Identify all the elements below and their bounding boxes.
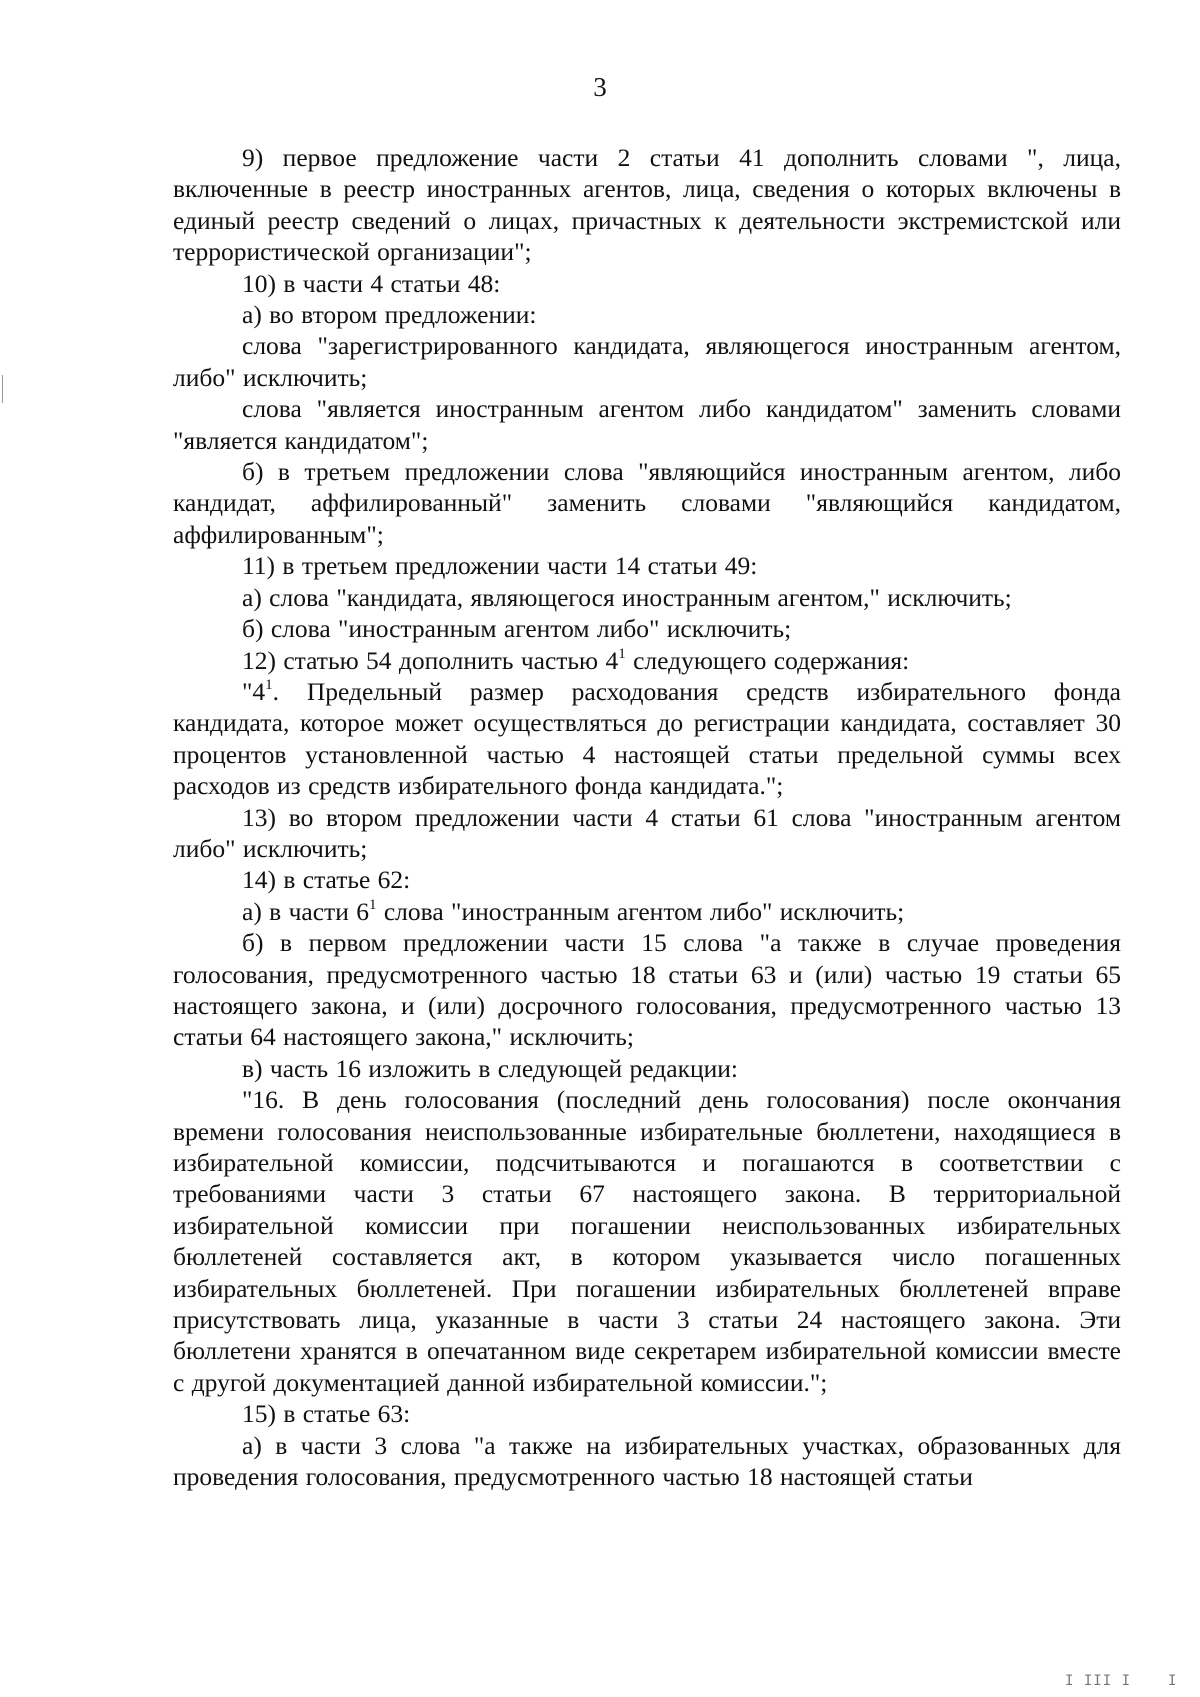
paragraph-item-11-b: б) слова "иностранным агентом либо" исключить;: [242, 614, 792, 644]
paragraph-item-11-a: а) слова "кандидата, являющегося иностранным агентом," исключить;: [242, 582, 1012, 612]
footer-scan-mark: I III I: [1065, 1673, 1132, 1689]
paragraph-part-4-1: [173, 676, 1121, 802]
footer-scan-mark-edge: I: [1168, 1673, 1178, 1689]
paragraph-part-4-1-text-start: "4: [242, 676, 266, 706]
paragraph-item-14-v: в) часть 16 изложить в следующей редакции:: [242, 1053, 738, 1083]
paragraph-words-1: слова "зарегистрированного кандидата, являющегося иностранным агентом, либо" исключить;: [173, 331, 1121, 392]
paragraph-item-15-a: а) в части 3 слова "а также на избирательных участках, образованных для проведения голосования, предусмотренного частью 18 настоящей статьи: [173, 1430, 1121, 1492]
paragraph-part-16: "16. В день голосования (последний день голосования) после окончания времени голосования неиспользованные избирательные бюллетени, находящиеся в избирательной комиссии, подсчитываются и погашаются в соответствии с требованиями части 3 статьи 67 настоящего закона. В территориальной избирательной комиссии при погашении неиспользованных избирательных бюллетеней составляется акт, в котором указывается число погашенных избирательных бюллетеней. При погашении избирательных бюллетеней вправе присутствовать лица, указанные в части 3 статьи 24 настоящего закона. Эти бюллетени хранятся в опечатанном виде секретарем избирательной комиссии вместе с другой документацией данной избирательной комиссии.";: [173, 1085, 1121, 1397]
paragraph-item-15: 15) в статье 63:: [242, 1399, 411, 1429]
paragraph-item-10: 10) в части 4 статьи 48:: [242, 268, 501, 298]
paragraph-item-9: 9) первое предложение части 2 статьи 41 дополнить словами ", лица, включенные в реестр иностранных агентов, лица, сведения о которых включены в единый реестр сведений о лицах, причастных к деятельности экстремистской или террористической организации";: [173, 143, 1121, 267]
superscript-index: 1: [265, 676, 273, 693]
superscript-index: 1: [368, 896, 377, 913]
paragraph-item-13: 13) во втором предложении части 4 статьи 61 слова "иностранным агентом либо" исключить;: [173, 802, 1121, 863]
paragraph-item-14-a-text-end: слова "иностранным агентом либо" исключить;: [376, 896, 905, 926]
paragraph-part-4-1-text-end: . Предельный размер расходования средств избирательного фонда кандидата, которое может осуществляться до регистрации кандидата, составляет 30 процентов установленной частью 4 настоящей статьи предельной суммы всех расходов из средств избирательного фонда кандидата.";: [173, 676, 1121, 801]
superscript-index: 1: [618, 645, 626, 662]
document-body: [173, 142, 1121, 1492]
paragraph-item-14: 14) в статье 62:: [242, 865, 411, 895]
paragraph-item-12: [173, 645, 1121, 676]
paragraph-item-12-text-start: 12) статью 54 дополнить частью 4: [242, 645, 619, 675]
paragraph-item-14-b: б) в первом предложении части 15 слова "а также в случае проведения голосования, предусмотренного частью 18 статьи 63 и (или) частью 19 статьи 65 настоящего закона, и (или) досрочного голосования, предусмотренного частью 13 статьи 64 настоящего закона," исключить;: [173, 928, 1121, 1052]
paragraph-item-12-text-end: следующего содержания:: [625, 645, 910, 675]
scan-edge-mark: [2, 375, 3, 403]
paragraph-item-14-a: [173, 896, 1121, 927]
paragraph-words-2: слова "является иностранным агентом либо кандидатом" заменить словами "является кандидатом";: [173, 394, 1121, 455]
page-number: 3: [593, 72, 607, 102]
paragraph-item-14-a-text-start: а) в части 6: [242, 896, 369, 926]
paragraph-subitem-a: а) во втором предложении:: [242, 300, 537, 330]
paragraph-subitem-b: б) в третьем предложении слова "являющийся иностранным агентом, либо кандидат, аффилированный" заменить словами "являющийся кандидатом, аффилированным";: [173, 457, 1121, 549]
paragraph-item-11: 11) в третьем предложении части 14 статьи 49:: [242, 551, 758, 581]
